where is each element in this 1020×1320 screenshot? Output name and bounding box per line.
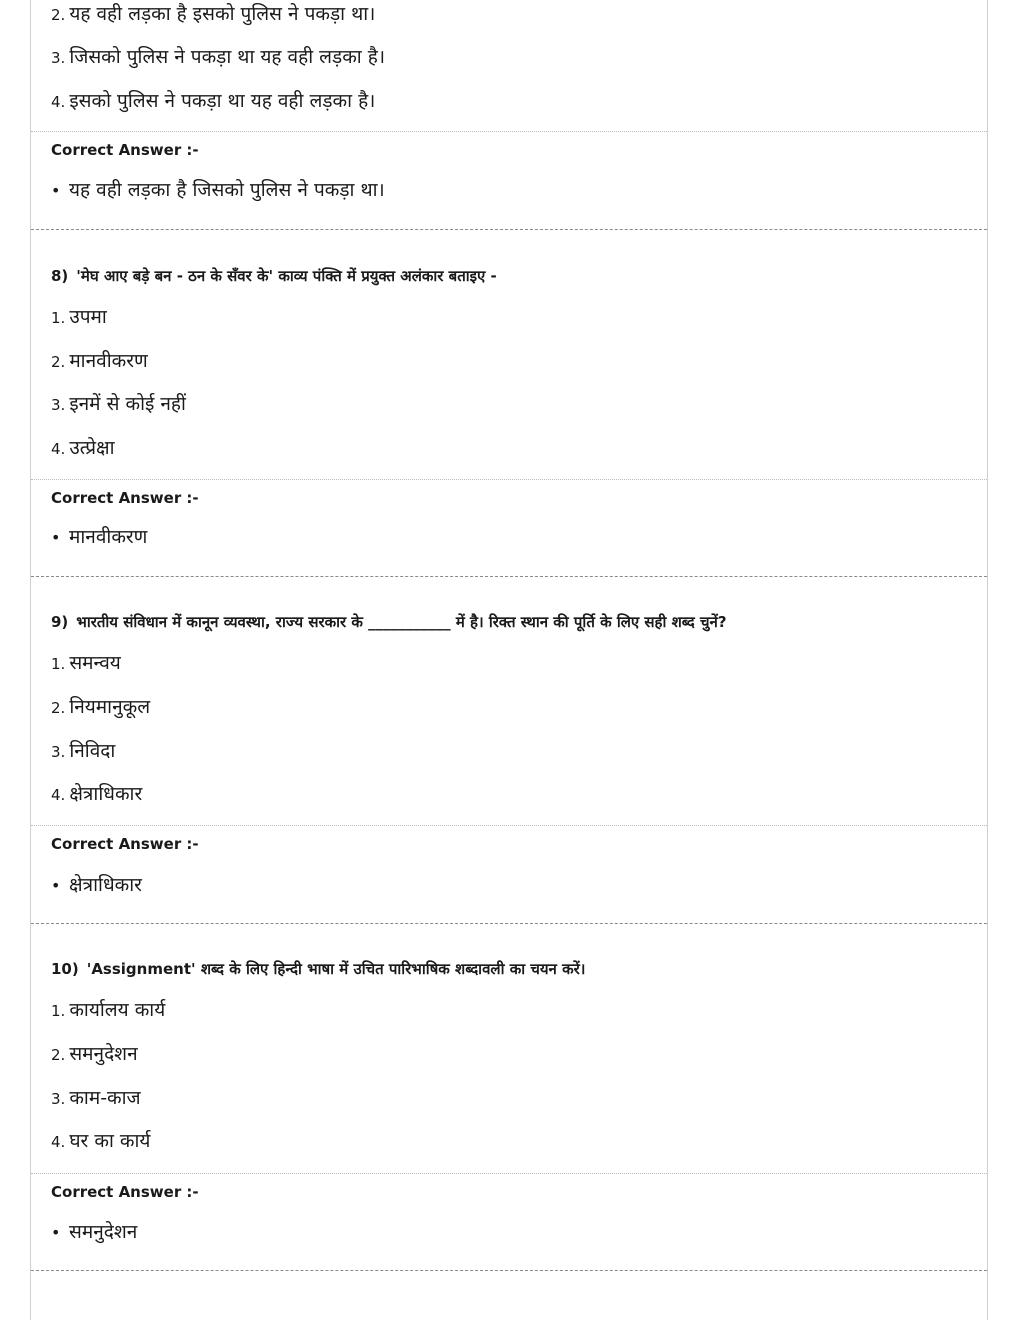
question-text: 'मेघ आए बड़े बन - ठन के सँवर के' काव्य पंक्ति में प्रयुक्त अलंकार बताइए - — [76, 267, 497, 285]
option-text: मानवीकरण — [69, 350, 148, 372]
q8-correct-answer — [51, 525, 147, 550]
q10-option-3 — [51, 1086, 141, 1111]
option-text: घर का कार्य — [69, 1130, 151, 1152]
option-text: उत्प्रेक्षा — [69, 437, 115, 459]
question-text: 'Assignment' शब्द के लिए हिन्दी भाषा में उचित पारिभाषिक शब्दावली का चयन करें। — [86, 960, 586, 978]
option-number: 2. — [51, 699, 66, 717]
question-number: 8) — [51, 267, 69, 285]
q7-option-3 — [51, 45, 385, 70]
question-separator — [31, 1270, 987, 1271]
question-separator — [31, 923, 987, 924]
option-text: काम-काज — [69, 1087, 141, 1109]
option-number: 4. — [51, 93, 66, 111]
q8-option-2 — [51, 349, 148, 374]
option-number: 3. — [51, 396, 66, 414]
option-text: उपमा — [69, 306, 107, 328]
option-text: यह वही लड़का है इसको पुलिस ने पकड़ा था। — [69, 3, 376, 25]
option-text: इसको पुलिस ने पकड़ा था यह वही लड़का है। — [69, 90, 376, 112]
option-number: 3. — [51, 1090, 66, 1108]
bullet-icon: • — [51, 1223, 61, 1242]
option-text: जिसको पुलिस ने पकड़ा था यह वही लड़का है। — [69, 46, 386, 68]
q8-option-1 — [51, 305, 107, 330]
option-number: 2. — [51, 1046, 66, 1064]
option-number: 1. — [51, 1002, 66, 1020]
q10-question — [51, 958, 585, 980]
q8-option-3 — [51, 392, 186, 417]
q8-option-4 — [51, 436, 115, 461]
question-text: भारतीय संविधान में कानून व्यवस्था, राज्य सरकार के ___________ में है। रिक्त स्थान की पूर्ति के लिए सही शब्द चुनें? — [76, 613, 727, 631]
option-number: 3. — [51, 49, 66, 67]
correct-answer-label: Correct Answer :- — [51, 141, 199, 159]
divider — [31, 825, 987, 826]
bullet-icon: • — [51, 876, 61, 895]
q9-correct-answer — [51, 873, 142, 898]
divider — [31, 131, 987, 132]
option-text: क्षेत्राधिकार — [69, 783, 143, 805]
q9-option-3 — [51, 739, 115, 764]
q9-option-1 — [51, 651, 121, 676]
q7-option-2 — [51, 2, 375, 27]
q8-question — [51, 265, 497, 287]
bullet-icon: • — [51, 528, 61, 547]
answer-text: समनुदेशन — [69, 1221, 138, 1243]
question-separator — [31, 229, 987, 230]
option-text: इनमें से कोई नहीं — [69, 393, 186, 415]
q9-option-4 — [51, 782, 142, 807]
bullet-icon: • — [51, 181, 61, 200]
q10-option-1 — [51, 998, 165, 1023]
correct-answer-label: Correct Answer :- — [51, 835, 199, 853]
option-text: निविदा — [69, 740, 116, 762]
option-text: समनुदेशन — [69, 1043, 138, 1065]
option-number: 1. — [51, 309, 66, 327]
answer-text: क्षेत्राधिकार — [69, 874, 142, 896]
q10-option-2 — [51, 1042, 138, 1067]
q7-option-4 — [51, 89, 375, 114]
option-number: 3. — [51, 743, 66, 761]
q10-correct-answer — [51, 1220, 137, 1245]
option-number: 2. — [51, 353, 66, 371]
q10-option-4 — [51, 1129, 150, 1154]
q9-question — [51, 611, 727, 633]
q9-option-2 — [51, 695, 150, 720]
correct-answer-label: Correct Answer :- — [51, 489, 199, 507]
question-separator — [31, 576, 987, 577]
option-text: समन्वय — [69, 652, 121, 674]
option-number: 4. — [51, 786, 66, 804]
answer-text: मानवीकरण — [69, 526, 148, 548]
option-number: 4. — [51, 440, 66, 458]
option-text: कार्यालय कार्य — [69, 999, 166, 1021]
exam-page — [30, 0, 988, 1320]
question-number: 10) — [51, 960, 79, 978]
option-number: 4. — [51, 1133, 66, 1151]
question-number: 9) — [51, 613, 69, 631]
correct-answer-label: Correct Answer :- — [51, 1183, 199, 1201]
option-number: 2. — [51, 6, 66, 24]
option-number: 1. — [51, 655, 66, 673]
answer-text: यह वही लड़का है जिसको पुलिस ने पकड़ा था। — [69, 179, 385, 201]
option-text: नियमानुकूल — [69, 696, 151, 718]
divider — [31, 1173, 987, 1174]
q7-correct-answer — [51, 178, 385, 203]
divider — [31, 479, 987, 480]
